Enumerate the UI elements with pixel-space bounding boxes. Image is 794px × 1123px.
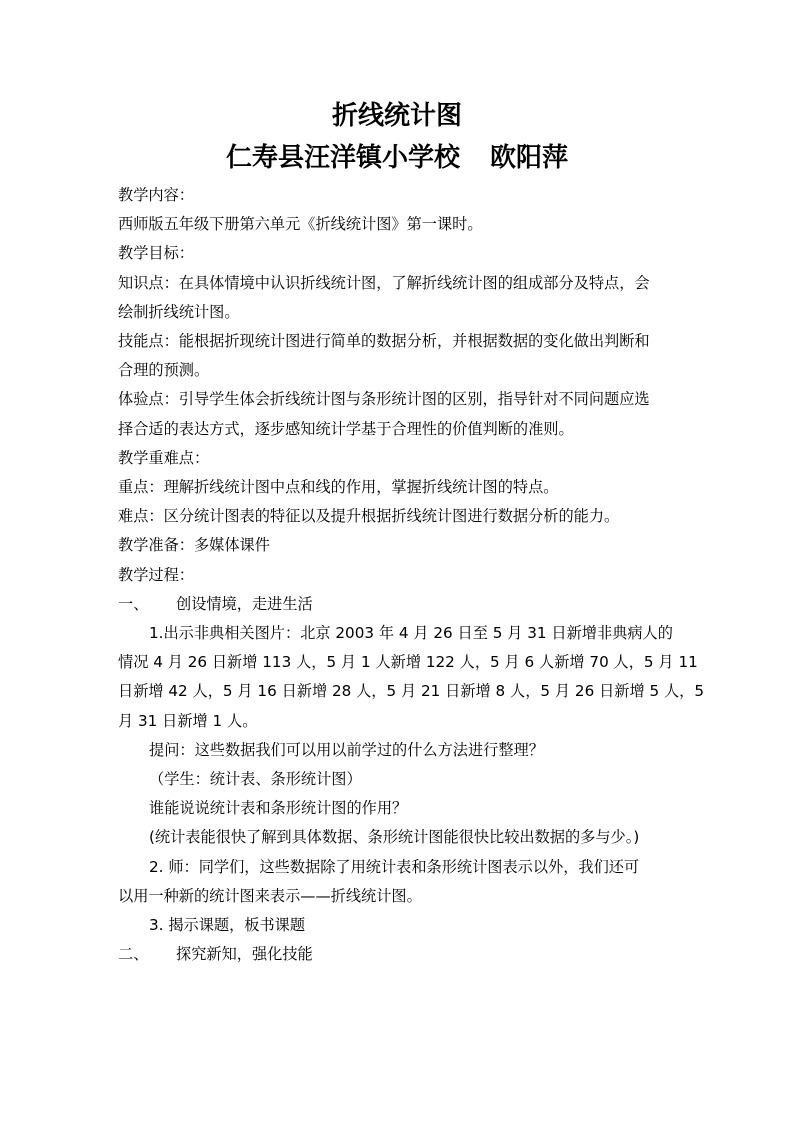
prep-text: 教学准备：多媒体课件 [118, 536, 270, 555]
step-line: 月 31 日新增 1 人。 [118, 711, 258, 730]
keypoint-text: 重点：理解折线统计图中点和线的作用，掌握折线统计图的特点。 [118, 478, 559, 497]
section-heading [118, 940, 686, 969]
goal-skill-line: 合理的预测。 [118, 361, 210, 380]
author-name: 欧阳萍 [490, 143, 569, 173]
goal-knowledge-line: 知识点：在具体情境中认识折线统计图，了解折线统计图的组成部分及特点，会 [118, 273, 650, 292]
goal-knowledge-line: 绘制折线统计图。 [118, 302, 240, 321]
keypoints-label: 教学重难点： [118, 448, 210, 467]
page-subtitle [0, 141, 794, 175]
step-line: 以用一种新的统计图来表示——折线统计图。 [118, 886, 422, 905]
content-label: 教学内容： [118, 186, 194, 204]
section-title: 探究新知，强化技能 [176, 945, 313, 964]
goal-experience-line: 体验点：引导学生体会折线统计图与条形统计图的区别，指导针对不同问题应选 [118, 390, 650, 409]
step-line: 3. 揭示课题，板书课题 [149, 916, 306, 935]
difficulty-text: 难点：区分统计图表的特征以及提升根据折线统计图进行数据分析的能力。 [118, 507, 620, 526]
school-name: 仁寿县汪洋镇小学校 [225, 143, 460, 173]
goals-label: 教学目标： [118, 244, 194, 263]
section-number: 一、 [118, 594, 149, 613]
step-line: 日新增 42 人，5 月 16 日新增 28 人，5 月 21 日新增 8 人，5 月 26 日新增 5 人，5 [118, 682, 704, 701]
section-title: 创设情境，走进生活 [176, 594, 313, 613]
page-title: 折线统计图 [331, 101, 462, 131]
content-text: 西师版五年级下册第六单元《折线统计图》第一课时。 [118, 215, 483, 234]
step-line: 情况 4 月 26 日新增 113 人，5 月 1 人新增 122 人，5 月 6 人新增 70 人，5 月 11 [118, 653, 698, 672]
answer-text: （学生：统计表、条形统计图） [149, 770, 362, 789]
goal-skill-line: 技能点：能根据折现统计图进行简单的数据分析，并根据数据的变化做出判断和 [118, 332, 650, 351]
answer-text: (统计表能很快了解到具体数据、条形统计图能很快比较出数据的多与少。) [149, 828, 640, 847]
process-label: 教学过程： [118, 565, 194, 584]
question-text: 谁能说说统计表和条形统计图的作用？ [149, 799, 408, 818]
section-number: 二、 [118, 945, 149, 964]
step-line: 2. 师：同学们，这些数据除了用统计表和条形统计图表示以外，我们还可 [149, 857, 640, 876]
question-text: 提问：这些数据我们可以用以前学过的什么方法进行整理？ [149, 740, 544, 759]
step-line: 1.出示非典相关图片：北京 2003 年 4 月 26 日至 5 月 31 日新增非典病人的 [149, 624, 673, 643]
document-body [118, 181, 704, 969]
goal-experience-line: 择合适的表达方式，逐步感知统计学基于合理性的价值判断的准则。 [118, 419, 574, 438]
section-heading [118, 590, 686, 619]
